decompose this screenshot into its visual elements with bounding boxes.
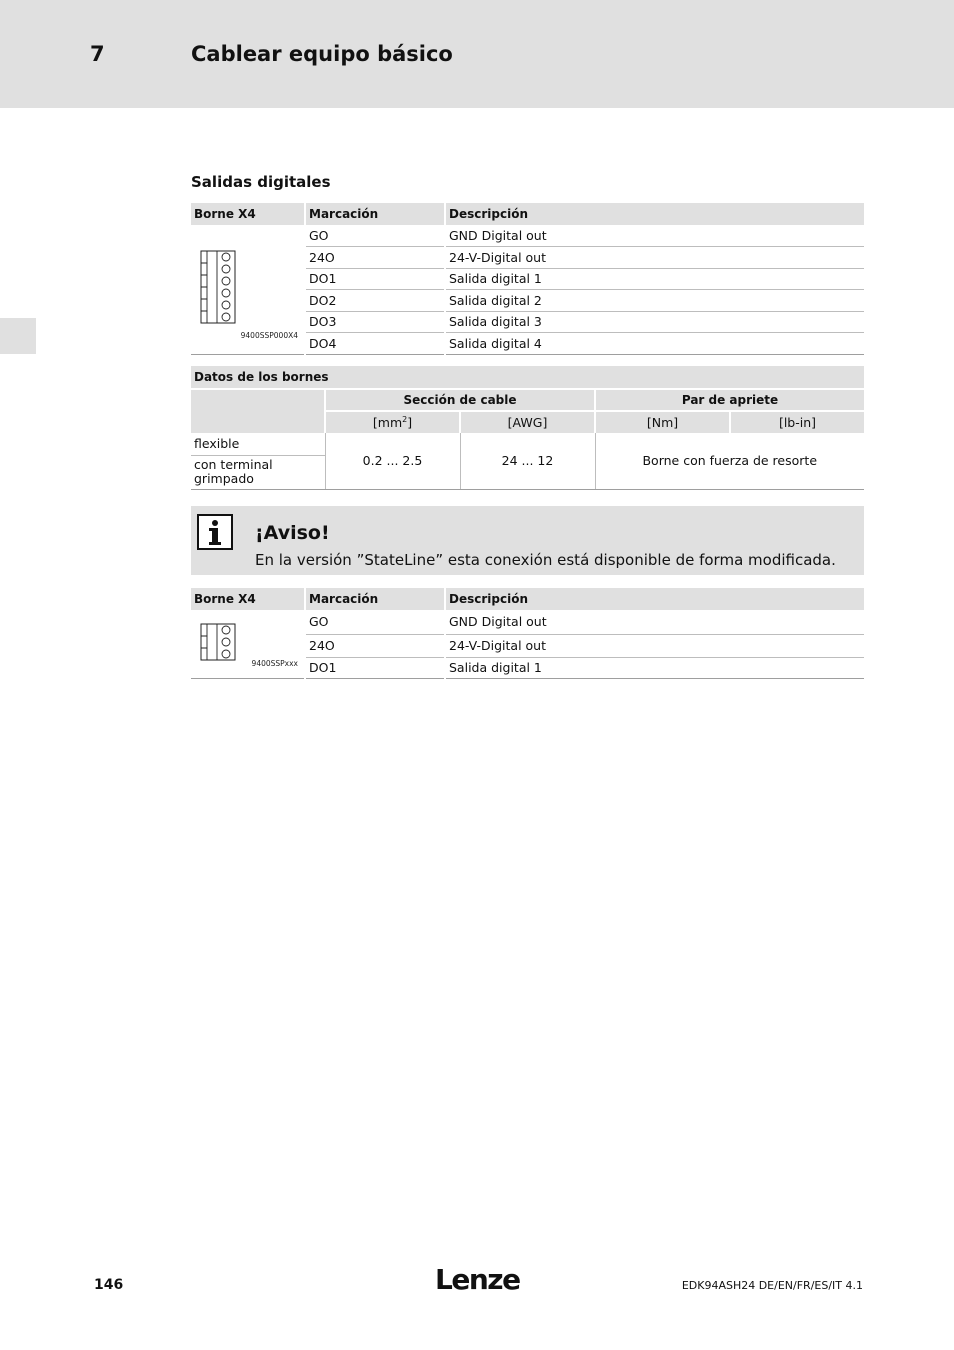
chapter-title: Cablear equipo básico [191,42,453,66]
terminal-x4-table [191,203,864,355]
col-header-terminal: Borne X4 [191,203,305,225]
cell-desc: GND Digital out [445,610,864,634]
col-header-desc: Descripción [445,588,864,610]
cell-desc: Salida digital 1 [445,268,864,290]
document-code: EDK94ASH24 DE/EN/FR/ES/IT 4.1 [681,1279,863,1292]
row-crimped: con terminal grimpado [191,455,325,489]
blank-header-cell [191,389,325,433]
terminal-image-cell [191,225,305,354]
cell-mark: DO4 [305,333,445,355]
cell-mark: 24O [305,247,445,269]
cell-desc: 24-V-Digital out [445,247,864,269]
cell-mark: 24O [305,634,445,657]
value-mm2: 0.2 ... 2.5 [325,433,460,489]
unit-nm: [Nm] [595,411,730,433]
terminal-block-6-icon [198,250,238,326]
terminal-image-cell [191,610,305,679]
unit-awg: [AWG] [460,411,595,433]
cell-mark: DO2 [305,290,445,312]
terminal-data-table [191,366,864,490]
cell-mark: DO3 [305,311,445,333]
cell-desc: Salida digital 2 [445,290,864,312]
cell-desc: GND Digital out [445,225,864,247]
image-code: 9400SSPxxx [251,659,298,668]
cell-desc: 24-V-Digital out [445,634,864,657]
table-row [191,225,864,247]
table-row [191,610,864,634]
terminal-x4-stateline-table [191,588,864,679]
cell-mark: DO1 [305,657,445,679]
header-band [0,0,954,108]
col-header-terminal: Borne X4 [191,588,305,610]
row-flexible: flexible [191,433,325,455]
value-awg: 24 ... 12 [460,433,595,489]
section-title: Salidas digitales [191,173,331,191]
cell-desc: Salida digital 3 [445,311,864,333]
unit-lbin: [lb-in] [730,411,864,433]
chapter-number: 7 [90,42,105,66]
terminal-data-title: Datos de los bornes [191,366,864,389]
cable-section-header: Sección de cable [325,389,595,411]
terminal-block-3-icon [198,623,238,663]
lenze-logo: Lenze [435,1263,520,1296]
page-number: 146 [94,1277,124,1293]
unit-mm2: $[mm^2]$ [325,411,460,433]
image-code: 9400SSP000X4 [240,331,298,340]
notice-text: En la versión ”StateLine” esta conexión está disponible de forma modificada. [255,551,836,569]
value-torque: Borne con fuerza de resorte [595,433,864,489]
col-header-mark: Marcación [305,203,445,225]
info-icon [197,514,233,550]
side-tab [0,318,36,354]
cell-mark: GO [305,225,445,247]
notice-box [191,506,864,575]
cell-desc: Salida digital 1 [445,657,864,679]
torque-header: Par de apriete [595,389,864,411]
cell-mark: GO [305,610,445,634]
col-header-desc: Descripción [445,203,864,225]
cell-mark: DO1 [305,268,445,290]
notice-title: ¡Aviso! [255,522,330,544]
col-header-mark: Marcación [305,588,445,610]
cell-desc: Salida digital 4 [445,333,864,355]
